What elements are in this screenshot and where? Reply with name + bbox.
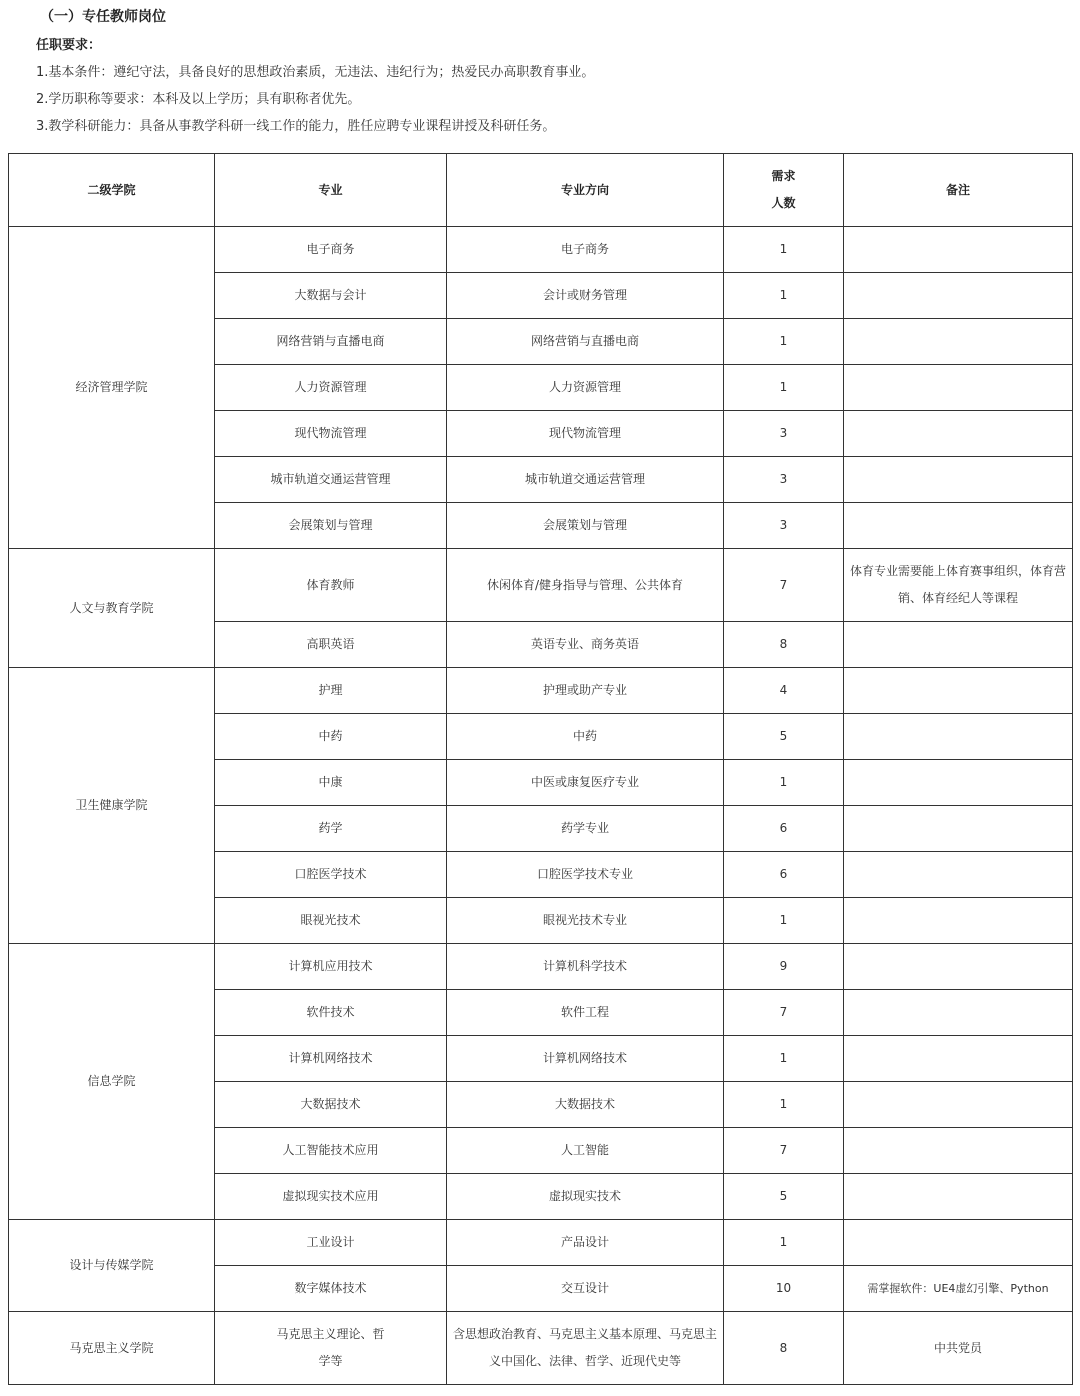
count-cell: 6 xyxy=(724,852,844,898)
major-cell: 计算机应用技术 xyxy=(215,944,447,990)
major-cell: 药学 xyxy=(215,806,447,852)
count-cell: 1 xyxy=(724,273,844,319)
note-cell xyxy=(844,273,1073,319)
college-cell: 马克思主义学院 xyxy=(9,1312,215,1385)
direction-cell: 网络营销与直播电商 xyxy=(447,319,724,365)
count-cell: 9 xyxy=(724,944,844,990)
college-cell: 信息学院 xyxy=(9,944,215,1220)
header-note: 备注 xyxy=(844,154,1073,227)
note-cell xyxy=(844,319,1073,365)
direction-cell: 口腔医学技术专业 xyxy=(447,852,724,898)
direction-cell: 中医或康复医疗专业 xyxy=(447,760,724,806)
direction-cell: 英语专业、商务英语 xyxy=(447,622,724,668)
requirement-2: 2.学历职称等要求：本科及以上学历；具有职称者优先。 xyxy=(36,92,361,107)
note-cell xyxy=(844,411,1073,457)
major-cell: 高职英语 xyxy=(215,622,447,668)
note-cell xyxy=(844,944,1073,990)
major-cell: 大数据与会计 xyxy=(215,273,447,319)
direction-cell: 城市轨道交通运营管理 xyxy=(447,457,724,503)
note-cell xyxy=(844,714,1073,760)
requirement-1: 1.基本条件：遵纪守法，具备良好的思想政治素质，无违法、违纪行为；热爱民办高职教育事业。 xyxy=(36,65,595,80)
table-row xyxy=(9,1312,1073,1385)
note-cell: 体育专业需要能上体育赛事组织，体育营销、体育经纪人等课程 xyxy=(844,549,1073,622)
direction-cell: 计算机科学技术 xyxy=(447,944,724,990)
count-cell: 1 xyxy=(724,319,844,365)
header-major: 专业 xyxy=(215,154,447,227)
note-cell xyxy=(844,1174,1073,1220)
note-cell xyxy=(844,806,1073,852)
note-cell xyxy=(844,898,1073,944)
note-cell xyxy=(844,457,1073,503)
count-cell: 1 xyxy=(724,760,844,806)
direction-cell: 含思想政治教育、马克思主义基本原理、马克思主义中国化、法律、哲学、近现代史等 xyxy=(447,1312,724,1385)
direction-cell: 休闲体育/健身指导与管理、公共体育 xyxy=(447,549,724,622)
major-cell: 会展策划与管理 xyxy=(215,503,447,549)
count-cell: 6 xyxy=(724,806,844,852)
major-cell: 口腔医学技术 xyxy=(215,852,447,898)
count-cell: 3 xyxy=(724,457,844,503)
count-cell: 1 xyxy=(724,1220,844,1266)
table-row xyxy=(9,1220,1073,1266)
note-cell xyxy=(844,503,1073,549)
count-cell: 10 xyxy=(724,1266,844,1312)
note-cell xyxy=(844,622,1073,668)
direction-cell: 电子商务 xyxy=(447,227,724,273)
note-cell xyxy=(844,990,1073,1036)
count-cell: 3 xyxy=(724,411,844,457)
direction-cell: 会计或财务管理 xyxy=(447,273,724,319)
note-cell xyxy=(844,1220,1073,1266)
header-count-line1: 需求 xyxy=(771,169,796,183)
major-cell: 现代物流管理 xyxy=(215,411,447,457)
major-cell: 虚拟现实技术应用 xyxy=(215,1174,447,1220)
major-cell: 城市轨道交通运营管理 xyxy=(215,457,447,503)
count-cell: 5 xyxy=(724,714,844,760)
major-cell: 数字媒体技术 xyxy=(215,1266,447,1312)
direction-cell: 虚拟现实技术 xyxy=(447,1174,724,1220)
header-direction: 专业方向 xyxy=(447,154,724,227)
table-row xyxy=(9,668,1073,714)
count-cell: 7 xyxy=(724,990,844,1036)
major-cell: 中康 xyxy=(215,760,447,806)
section-heading: （一）专任教师岗位 xyxy=(40,9,166,25)
major-cell: 计算机网络技术 xyxy=(215,1036,447,1082)
major-cell: 护理 xyxy=(215,668,447,714)
college-cell: 人文与教育学院 xyxy=(9,549,215,668)
major-cell: 电子商务 xyxy=(215,227,447,273)
major-cell: 眼视光技术 xyxy=(215,898,447,944)
header-count xyxy=(724,154,844,227)
count-cell: 7 xyxy=(724,1128,844,1174)
header-college: 二级学院 xyxy=(9,154,215,227)
note-cell xyxy=(844,365,1073,411)
note-cell xyxy=(844,1036,1073,1082)
table-row xyxy=(9,227,1073,273)
college-cell: 设计与传媒学院 xyxy=(9,1220,215,1312)
count-cell: 7 xyxy=(724,549,844,622)
count-cell: 8 xyxy=(724,622,844,668)
count-cell: 5 xyxy=(724,1174,844,1220)
direction-cell: 人工智能 xyxy=(447,1128,724,1174)
direction-cell: 软件工程 xyxy=(447,990,724,1036)
direction-cell: 药学专业 xyxy=(447,806,724,852)
table-row xyxy=(9,944,1073,990)
direction-cell: 大数据技术 xyxy=(447,1082,724,1128)
college-cell: 经济管理学院 xyxy=(9,227,215,549)
note-cell xyxy=(844,227,1073,273)
direction-cell: 眼视光技术专业 xyxy=(447,898,724,944)
note-cell xyxy=(844,668,1073,714)
major-cell: 马克思主义理论、哲学等 xyxy=(215,1312,447,1385)
count-cell: 4 xyxy=(724,668,844,714)
direction-cell: 人力资源管理 xyxy=(447,365,724,411)
note-cell xyxy=(844,760,1073,806)
header-count-line2: 人数 xyxy=(771,196,796,210)
note-cell: 需掌握软件：UE4虚幻引擎、Python xyxy=(844,1266,1073,1312)
major-cell: 大数据技术 xyxy=(215,1082,447,1128)
major-cell: 软件技术 xyxy=(215,990,447,1036)
major-cell: 网络营销与直播电商 xyxy=(215,319,447,365)
note-cell xyxy=(844,1128,1073,1174)
count-cell: 8 xyxy=(724,1312,844,1385)
direction-cell: 会展策划与管理 xyxy=(447,503,724,549)
major-cell: 体育教师 xyxy=(215,549,447,622)
major-cell: 人工智能技术应用 xyxy=(215,1128,447,1174)
table-row xyxy=(9,549,1073,622)
count-cell: 1 xyxy=(724,898,844,944)
college-cell: 卫生健康学院 xyxy=(9,668,215,944)
note-cell xyxy=(844,852,1073,898)
requirements-title: 任职要求： xyxy=(36,38,102,53)
count-cell: 1 xyxy=(724,1036,844,1082)
direction-cell: 现代物流管理 xyxy=(447,411,724,457)
count-cell: 3 xyxy=(724,503,844,549)
direction-cell: 护理或助产专业 xyxy=(447,668,724,714)
positions-table xyxy=(8,153,1073,1385)
note-cell xyxy=(844,1082,1073,1128)
direction-cell: 交互设计 xyxy=(447,1266,724,1312)
count-cell: 1 xyxy=(724,227,844,273)
major-cell: 人力资源管理 xyxy=(215,365,447,411)
count-cell: 1 xyxy=(724,365,844,411)
major-cell: 工业设计 xyxy=(215,1220,447,1266)
requirement-3: 3.教学科研能力：具备从事教学科研一线工作的能力，胜任应聘专业课程讲授及科研任务。 xyxy=(36,119,556,134)
direction-cell: 产品设计 xyxy=(447,1220,724,1266)
note-cell: 中共党员 xyxy=(844,1312,1073,1385)
major-cell: 中药 xyxy=(215,714,447,760)
count-cell: 1 xyxy=(724,1082,844,1128)
table-header-row xyxy=(9,154,1073,227)
direction-cell: 计算机网络技术 xyxy=(447,1036,724,1082)
direction-cell: 中药 xyxy=(447,714,724,760)
